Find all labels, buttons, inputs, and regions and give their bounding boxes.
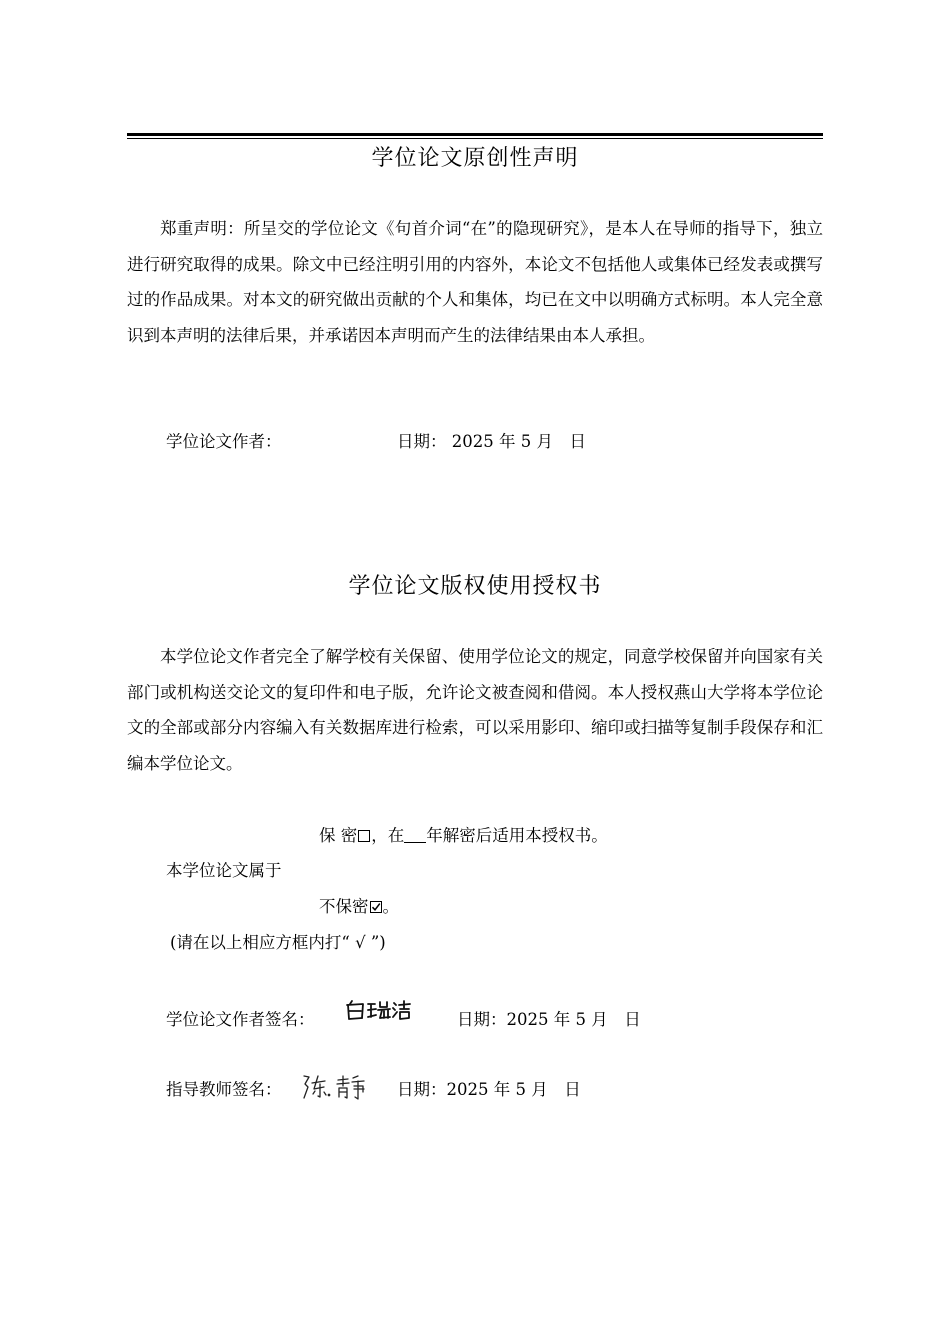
top-rule-thin: [127, 138, 823, 139]
declaration-title: 学位论文原创性声明: [371, 146, 579, 171]
declaration-author-label: 学位论文作者：: [166, 432, 282, 451]
secret-option-line: [319, 824, 608, 848]
author-sign-label: 学位论文作者签名：: [166, 1010, 315, 1029]
author-sign-date: 日期：2025 年 5 月 日: [457, 1010, 641, 1029]
advisor-sign-date: 日期：2025 年 5 月 日: [397, 1080, 581, 1099]
declaration-body: 郑重声明：所呈交的学位论文《句首介词“在”的隐现研究》，是本人在导师的指导下，独立进行研究取得的成果。除文中已经注明引用的内容外，本论文不包括他人或集体已经发表或撰写过的作品成果。对本文的研究做出贡献的个人和集体，均已在文中以明确方式标明。本人完全意识到本声明的法律后果，并承诺因本声明而产生的法律结果由本人承担。: [127, 219, 823, 346]
instruction-text: (请在以上相应方框内打“ √ ”): [170, 933, 386, 952]
secret-suffix-2: 年解密后适用本授权书。: [426, 826, 608, 845]
authorization-body: 本学位论文作者完全了解学校有关保留、使用学位论文的规定，同意学校保留并向国家有关部门或机构送交论文的复印件和电子版，允许论文被查阅和借阅。本人授权燕山大学将本学位论文的全部或部分内容编入有关数据库进行检索，可以采用影印、缩印或扫描等复制手段保存和汇编本学位论文。: [127, 647, 823, 774]
authorization-title: 学位论文版权使用授权书: [348, 574, 602, 599]
secret-checkbox[interactable]: [358, 830, 370, 842]
nonsecret-checkbox[interactable]: [370, 901, 382, 913]
declaration-date: 日期： 2025 年 5 月 日: [397, 432, 586, 451]
advisor-signature-strokes: [298, 1070, 372, 1104]
author-signature-strokes: [344, 997, 414, 1025]
top-rule-thick: [127, 133, 823, 136]
belongs-label: 本学位论文属于: [166, 861, 282, 880]
author-signature-image: [344, 997, 414, 1025]
nonsecret-label: 不保密: [319, 897, 369, 916]
secret-suffix-1: ，在: [371, 826, 405, 845]
advisor-signature-image: [298, 1070, 372, 1104]
advisor-sign-label: 指导教师签名：: [166, 1080, 282, 1099]
secret-years-blank: [404, 826, 426, 843]
nonsecret-suffix: 。: [382, 897, 399, 916]
check-mark-icon: [371, 902, 381, 912]
secret-label: 保 密: [319, 826, 358, 845]
nonsecret-option-line: [319, 895, 399, 919]
